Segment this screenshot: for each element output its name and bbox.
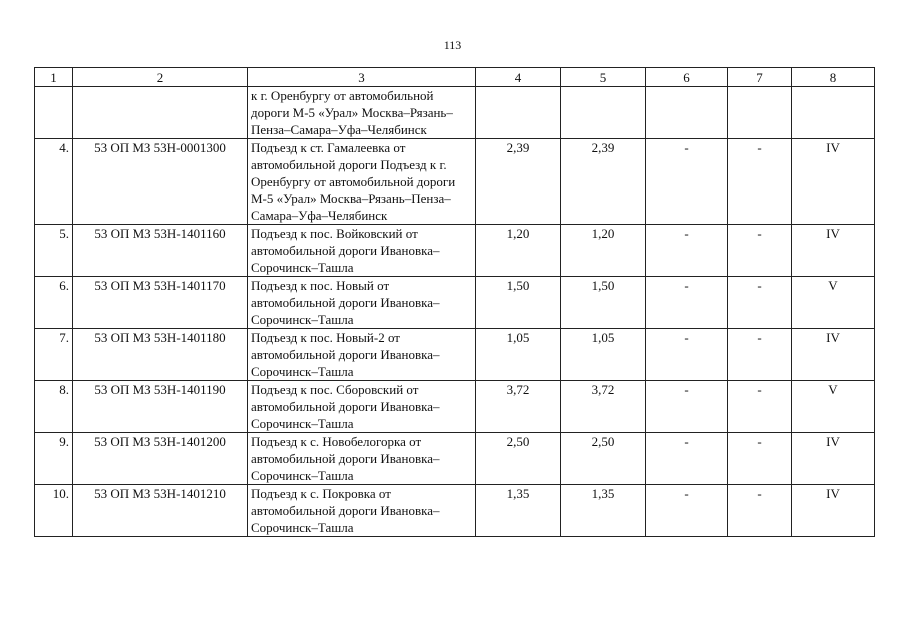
table-row [35, 329, 875, 381]
road-name: Подъезд к пос. Новый-2 от автомобильной дороги Ивановка–Сорочинск–Ташла [248, 329, 476, 381]
road-name: Подъезд к с. Новобелогорка от автомобильной дороги Ивановка–Сорочинск–Ташла [248, 433, 476, 485]
row-number: 8. [35, 381, 73, 433]
col-6-value: - [646, 433, 728, 485]
col-5-value: 1,20 [561, 225, 646, 277]
col-4-value: 2,50 [476, 433, 561, 485]
page-number: 113 [443, 38, 462, 52]
col-7-value: - [728, 485, 792, 537]
col-6-value: - [646, 485, 728, 537]
row-number: 7. [35, 329, 73, 381]
table-row [35, 485, 875, 537]
header-col-2: 2 [73, 68, 248, 87]
col-4-value [476, 87, 561, 139]
col-4-value: 1,50 [476, 277, 561, 329]
road-code: 53 ОП МЗ 53Н-1401180 [73, 329, 248, 381]
header-col-3: 3 [248, 68, 476, 87]
col-5-value: 3,72 [561, 381, 646, 433]
col-7-value: - [728, 277, 792, 329]
col-4-value: 1,35 [476, 485, 561, 537]
col-6-value: - [646, 381, 728, 433]
col-8-value: V [792, 277, 875, 329]
col-7-value: - [728, 329, 792, 381]
col-6-value [646, 87, 728, 139]
table-row [35, 225, 875, 277]
header-col-8: 8 [792, 68, 875, 87]
col-8-value: IV [792, 139, 875, 225]
col-7-value: - [728, 381, 792, 433]
road-code: 53 ОП МЗ 53Н-0001300 [73, 139, 248, 225]
col-8-value: IV [792, 329, 875, 381]
row-number: 6. [35, 277, 73, 329]
col-7-value: - [728, 225, 792, 277]
header-col-7: 7 [728, 68, 792, 87]
row-number: 9. [35, 433, 73, 485]
col-4-value: 1,05 [476, 329, 561, 381]
col-6-value: - [646, 277, 728, 329]
col-5-value [561, 87, 646, 139]
col-8-value [792, 87, 875, 139]
col-5-value: 1,05 [561, 329, 646, 381]
col-7-value: - [728, 433, 792, 485]
road-code: 53 ОП МЗ 53Н-1401190 [73, 381, 248, 433]
table-row [35, 433, 875, 485]
road-name: к г. Оренбургу от автомобильной дороги М-5 «Урал» Москва–Рязань–Пенза–Самара–Уфа–Челябинск [248, 87, 476, 139]
road-name: Подъезд к пос. Сборовский от автомобильной дороги Ивановка–Сорочинск–Ташла [248, 381, 476, 433]
col-6-value: - [646, 225, 728, 277]
header-col-6: 6 [646, 68, 728, 87]
roads-table [34, 67, 875, 537]
col-4-value: 1,20 [476, 225, 561, 277]
road-name: Подъезд к ст. Гамалеевка от автомобильной дороги Подъезд к г. Оренбургу от автомобильной дороги М-5 «Урал» Москва–Рязань–Пенза–Самара–Уфа–Челябинск [248, 139, 476, 225]
road-code: 53 ОП МЗ 53Н-1401160 [73, 225, 248, 277]
road-code: 53 ОП МЗ 53Н-1401170 [73, 277, 248, 329]
col-4-value: 3,72 [476, 381, 561, 433]
table-body [35, 87, 875, 537]
col-5-value: 2,39 [561, 139, 646, 225]
col-5-value: 2,50 [561, 433, 646, 485]
col-8-value: IV [792, 433, 875, 485]
col-7-value [728, 87, 792, 139]
header-col-5: 5 [561, 68, 646, 87]
road-name: Подъезд к пос. Войковский от автомобильной дороги Ивановка–Сорочинск–Ташла [248, 225, 476, 277]
col-5-value: 1,50 [561, 277, 646, 329]
table-row [35, 277, 875, 329]
road-code [73, 87, 248, 139]
col-6-value: - [646, 139, 728, 225]
row-number: 5. [35, 225, 73, 277]
row-number: 10. [35, 485, 73, 537]
table-row [35, 381, 875, 433]
col-6-value: - [646, 329, 728, 381]
table-row [35, 87, 875, 139]
col-8-value: V [792, 381, 875, 433]
row-number [35, 87, 73, 139]
road-code: 53 ОП МЗ 53Н-1401200 [73, 433, 248, 485]
row-number: 4. [35, 139, 73, 225]
col-8-value: IV [792, 225, 875, 277]
header-col-4: 4 [476, 68, 561, 87]
col-5-value: 1,35 [561, 485, 646, 537]
header-col-1: 1 [35, 68, 73, 87]
road-name: Подъезд к с. Покровка от автомобильной дороги Ивановка–Сорочинск–Ташла [248, 485, 476, 537]
col-7-value: - [728, 139, 792, 225]
table-row [35, 139, 875, 225]
col-8-value: IV [792, 485, 875, 537]
col-4-value: 2,39 [476, 139, 561, 225]
road-code: 53 ОП МЗ 53Н-1401210 [73, 485, 248, 537]
header-row [35, 68, 875, 87]
road-name: Подъезд к пос. Новый от автомобильной дороги Ивановка–Сорочинск–Ташла [248, 277, 476, 329]
